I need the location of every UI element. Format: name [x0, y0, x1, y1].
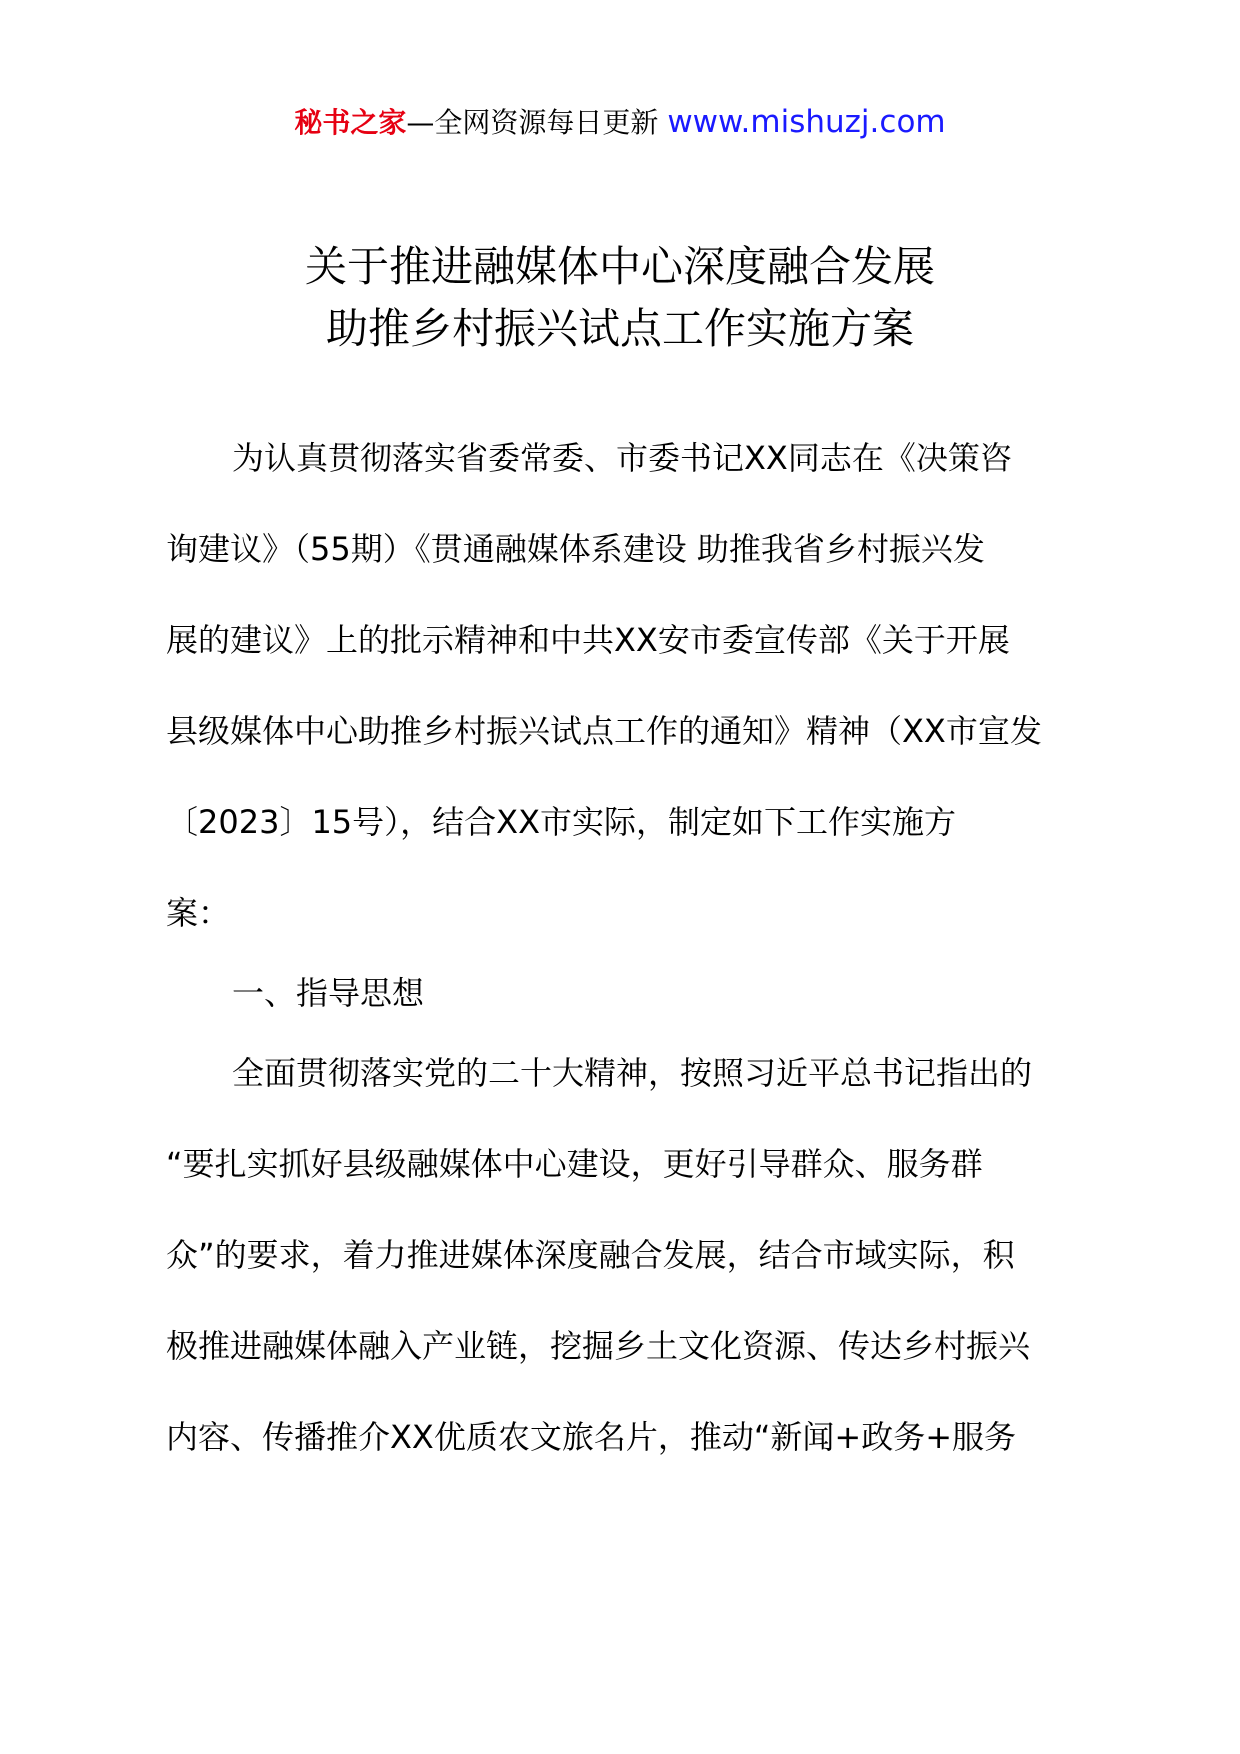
paragraph-line: 极推进融媒体融入产业链，挖掘乡土文化资源、传达乡村振兴 — [166, 1327, 1031, 1365]
section-heading: 一、指导思想 — [232, 974, 425, 1012]
paragraph-line: 〔2023〕15号），结合XX市实际，制定如下工作实施方 — [166, 803, 957, 841]
paragraph-line: 县级媒体中心助推乡村振兴试点工作的通知》精神（XX市宣发 — [166, 712, 1042, 750]
paragraph-line: 众”的要求，着力推进媒体深度融合发展，结合市域实际，积 — [166, 1236, 1015, 1274]
brand-name: 秘书之家 — [294, 106, 407, 139]
header-tagline: —全网资源每日更新 — [406, 106, 659, 139]
paragraph-line: “要扎实抓好县级融媒体中心建设，更好引导群众、服务群 — [166, 1145, 983, 1183]
document-title — [0, 236, 1240, 360]
paragraph-line: 案： — [166, 894, 231, 932]
paragraph-line: 全面贯彻落实党的二十大精神，按照习近平总书记指出的 — [232, 1054, 1033, 1092]
paragraph-line: 询建议》（55期）《贯通融媒体系建设 助推我省乡村振兴发 — [166, 530, 985, 568]
paragraph-line: 为认真贯彻落实省委常委、市委书记XX同志在《决策咨 — [232, 439, 1012, 477]
site-header — [0, 102, 1240, 143]
site-url-link[interactable]: www.mishuzj.com — [667, 104, 946, 140]
document-body — [166, 428, 1086, 1498]
title-line-2: 助推乡村振兴试点工作实施方案 — [325, 304, 914, 353]
paragraph-line: 展的建议》上的批示精神和中共XX安市委宣传部《关于开展 — [166, 621, 1010, 659]
title-line-1: 关于推进融媒体中心深度融合发展 — [304, 242, 935, 291]
paragraph-line: 内容、传播推介XX优质农文旅名片，推动“新闻+政务+服务 — [166, 1418, 1017, 1456]
